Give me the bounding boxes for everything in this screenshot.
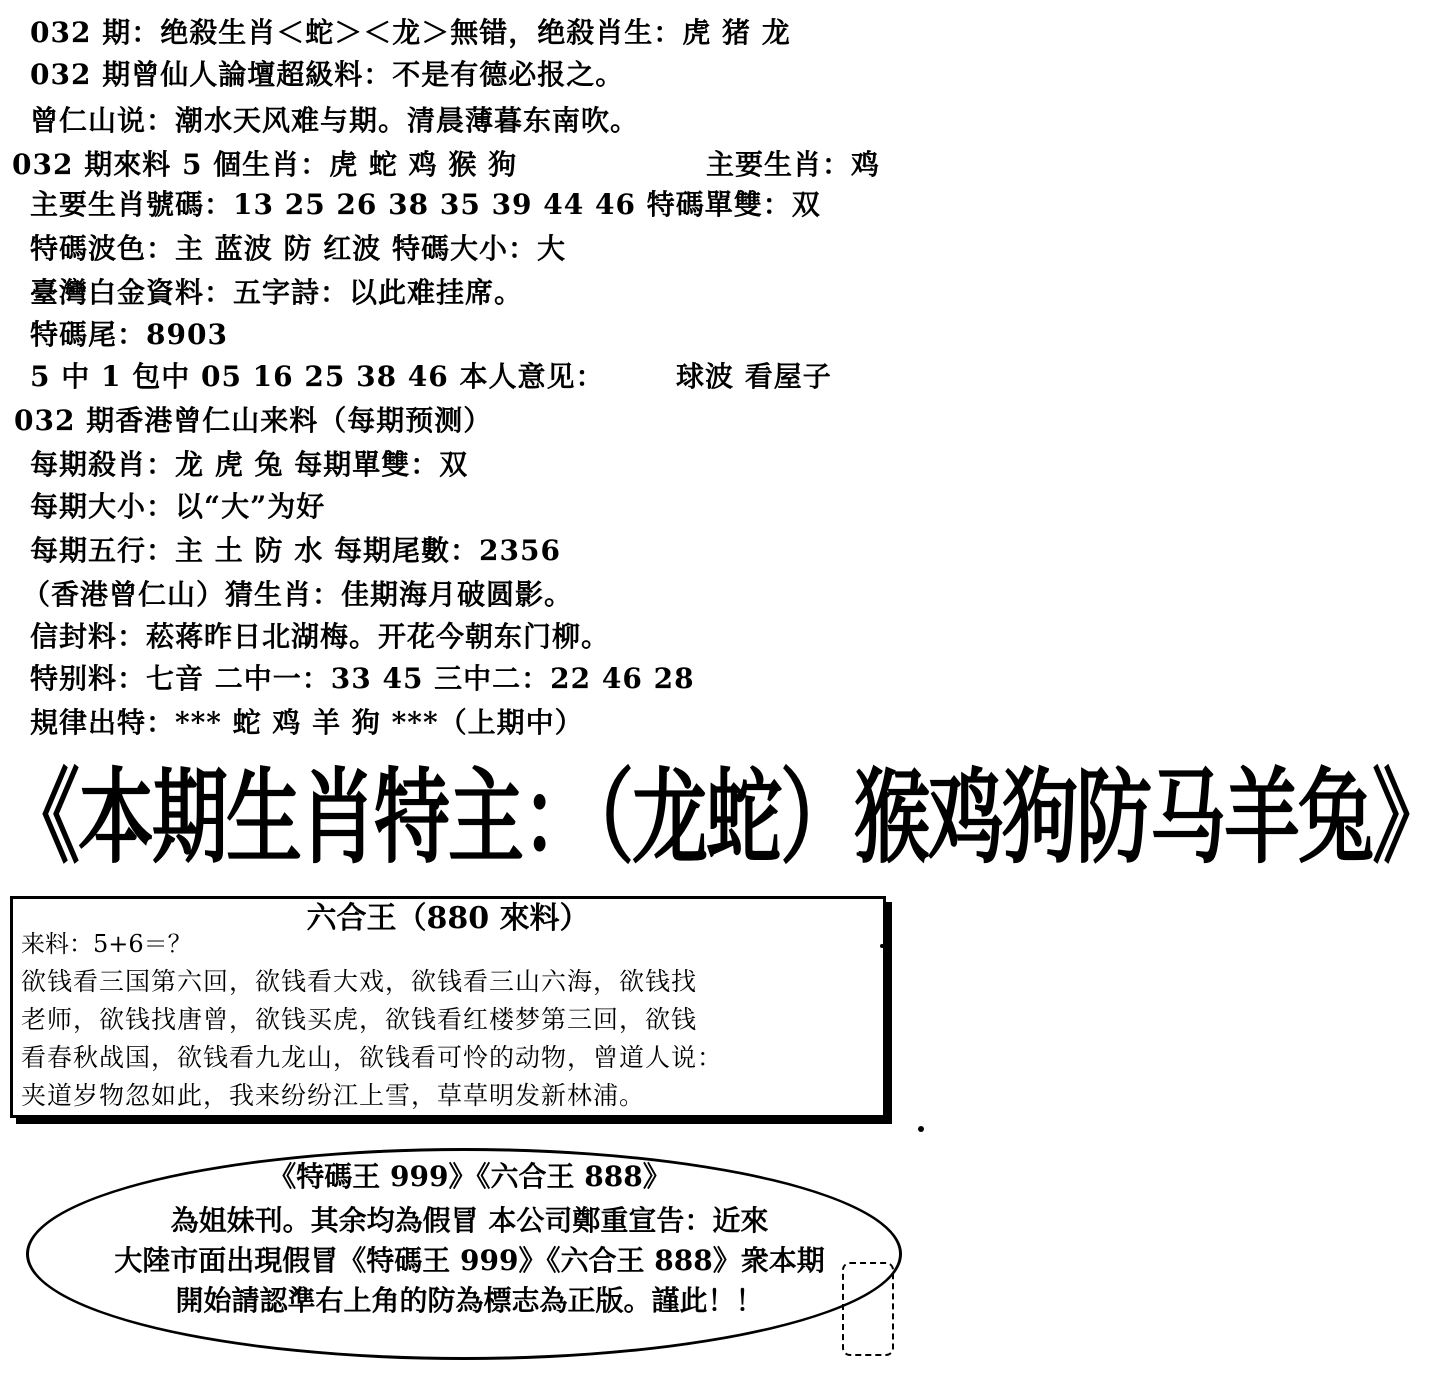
- line-14: （香港曾仁山）猜生肖：佳期海月破圆影。: [22, 578, 574, 611]
- banner-headline: 《本期生肖特主：（龙蛇）猴鸡狗防马羊兔》: [4, 757, 1446, 878]
- riddle-line: 欲钱看三国第六回，欲钱看大戏，欲钱看三山六海，欲钱找: [21, 967, 698, 996]
- speck: [918, 1126, 924, 1132]
- line-5: 主要生肖號碼：13 25 26 38 35 39 44 46 特碼單雙：双: [30, 188, 821, 221]
- riddle-line: 夹道岁物忽如此，我来纷纷江上雪，草草明发新林浦。: [21, 1081, 646, 1110]
- box-riddle: [21, 963, 875, 1115]
- line-17: 規律出特：*** 蛇 鸡 羊 狗 ***（上期中）: [30, 706, 584, 739]
- riddle-line: 老师，欲钱找唐曾，欲钱买虎，欲钱看红楼梦第三回，欲钱: [21, 1005, 698, 1034]
- line-10: 032 期香港曾仁山来料（每期预测）: [14, 404, 493, 437]
- line-12: 每期大小：以“大”为好: [30, 490, 326, 523]
- anti-fake-stamp: [842, 1262, 894, 1356]
- main-zodiac-note: 主要生肖：鸡: [706, 148, 881, 181]
- notice-line-1: 《特碼王 999》《六合王 888》: [268, 1160, 671, 1193]
- line-2: 032 期曾仙人論壇超級料：不是有德必报之。: [30, 58, 625, 91]
- riddle-line: 看春秋战国，欲钱看九龙山，欲钱看可怜的动物，曾道人说：: [21, 1043, 724, 1072]
- line-11: 每期殺肖：龙 虎 兔 每期單雙：双: [30, 448, 469, 481]
- notice-line-3: 大陸市面出現假冒《特碼王 999》《六合王 888》衆本期: [114, 1244, 825, 1277]
- liuhe-box: [10, 896, 886, 1118]
- line-4: 032 期來料 5 個生肖：虎 蛇 鸡 猴 狗: [12, 148, 518, 181]
- speck: [880, 944, 884, 948]
- line-1: 032 期：绝殺生肖＜蛇＞＜龙＞無错，绝殺肖生：虎 猪 龙: [30, 16, 791, 49]
- line-3: 曾仁山说：潮水天风难与期。清晨薄暮东南吹。: [30, 104, 640, 137]
- ball-color-note: 球波 看屋子: [676, 360, 832, 393]
- line-16: 特别料：七音 二中一：33 45 三中二：22 46 28: [30, 662, 695, 695]
- line-8: 特碼尾：8903: [30, 318, 228, 351]
- line-9: 5 中 1 包中 05 16 25 38 46 本人意见：: [30, 360, 605, 393]
- notice-line-2: 為姐妹刊。其余均為假冒 本公司鄭重宣告：近來: [170, 1204, 769, 1237]
- line-13: 每期五行：主 土 防 水 每期尾數：2356: [30, 534, 561, 567]
- line-7: 臺灣白金資料：五字詩：以此难挂席。: [30, 276, 524, 309]
- line-6: 特碼波色：主 蓝波 防 红波 特碼大小：大: [30, 232, 566, 265]
- line-15: 信封料：菘蒋昨日北湖梅。开花今朝东门柳。: [30, 620, 611, 653]
- box-question: 来料：5+6＝？: [21, 930, 192, 958]
- notice-line-4: 開始請認準右上角的防為標志為正版。謹此！！: [175, 1284, 764, 1317]
- box-title: 六合王（880 來料）: [306, 901, 590, 936]
